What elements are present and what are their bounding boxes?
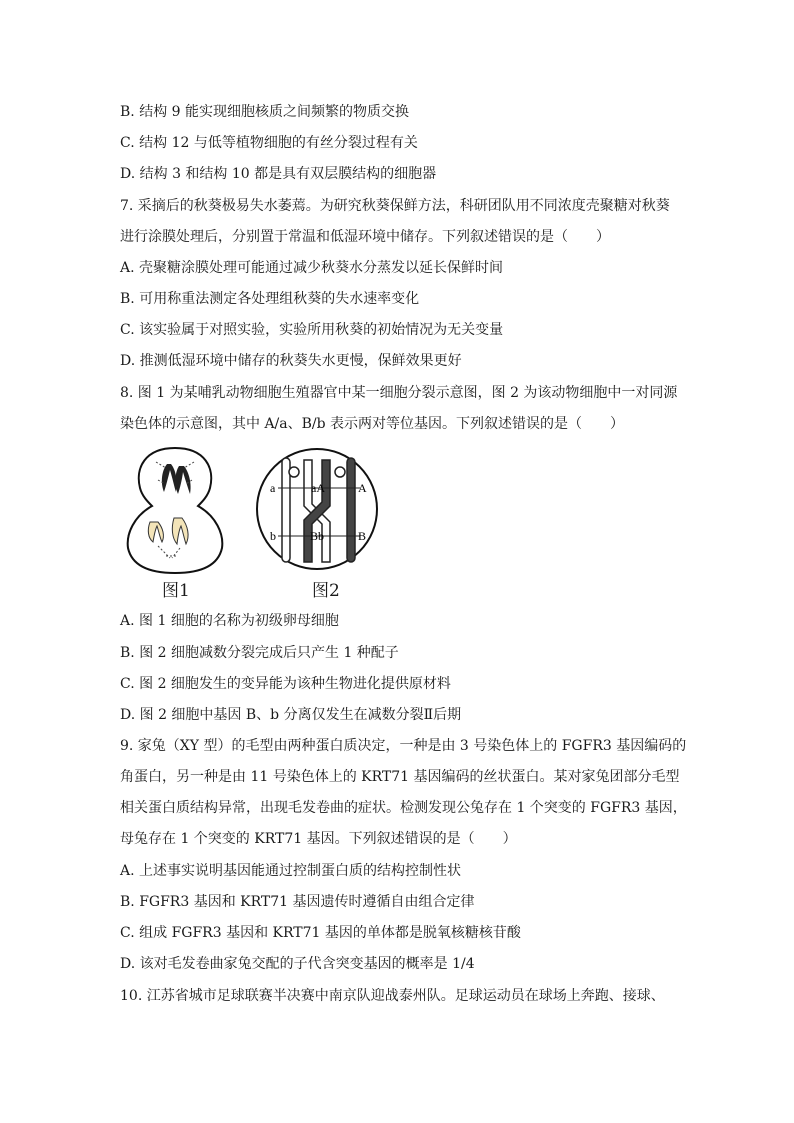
right-chromatid-dark — [347, 458, 355, 562]
q7-stem-line2: 进行涂膜处理后，分别置于常温和低湿环境中储存。下列叙述错误的是（ ） — [120, 229, 610, 245]
dark-chromosomes — [162, 464, 191, 494]
q8-option-c: C. 图 2 细胞发生的变异能为该种生物进化提供原材料 — [120, 676, 451, 692]
q10-stem-line1: 10. 江苏省城市足球联赛半决赛中南京队迎战泰州队。足球运动员在球场上奔跑、接球、 — [120, 988, 665, 1004]
q9-stem-line4: 母兔存在 1 个突变的 KRT71 基因。下列叙述错误的是（ ） — [120, 831, 517, 847]
q9-stem-line3: 相关蛋白质结构异常，出现毛发卷曲的症状。检测发现公兔存在 1 个突变的 FGFR3 基因， — [120, 800, 687, 816]
label-B-right: B — [358, 529, 367, 543]
figure1-cell-division — [120, 440, 230, 575]
q7-option-d: D. 推测低湿环境中储存的秋葵失水更慢，保鲜效果更好 — [120, 353, 462, 369]
spindle-fibers-bottom — [158, 546, 180, 558]
q9-stem-line1: 9. 家兔（XY 型）的毛型由两种蛋白质决定，一种是由 3 号染色体上的 FGFR3 基因编码的 — [120, 738, 687, 754]
q6-option-d: D. 结构 3 和结构 10 都是具有双层膜结构的细胞器 — [120, 166, 437, 182]
figure1-caption: 图1 — [162, 581, 190, 601]
light-chromosomes — [148, 518, 188, 544]
q7-stem-line1: 7. 采摘后的秋葵极易失水萎蔫。为研究秋葵保鲜方法，科研团队用不同浓度壳聚糖对秋葵 — [120, 198, 670, 214]
label-Bb-mid: Bb — [310, 529, 325, 543]
q6-option-b: B. 结构 9 能实现细胞核质之间频繁的物质交换 — [120, 104, 409, 120]
q9-option-d: D. 该对毛发卷曲家兔交配的子代含突变基因的概率是 1/4 — [120, 956, 475, 972]
q7-option-b: B. 可用称重法测定各处理组秋葵的失水速率变化 — [120, 291, 420, 307]
q9-stem-line2: 角蛋白，另一种是由 11 号染色体上的 KRT71 基因编码的丝状蛋白。某对家兔团部分毛型 — [120, 769, 680, 785]
q7-option-c: C. 该实验属于对照实验，实验所用秋葵的初始情况为无关变量 — [120, 322, 504, 338]
q9-option-b: B. FGFR3 基因和 KRT71 基因遗传时遵循自由组合定律 — [120, 894, 475, 910]
q7-option-a: A. 壳聚糖涂膜处理可能通过减少秋葵水分蒸发以延长保鲜时间 — [120, 260, 504, 276]
label-aA-mid: aA — [311, 481, 325, 495]
centromere-right — [335, 467, 345, 477]
label-b-left: b — [270, 529, 276, 543]
q8-stem-line1: 8. 图 1 为某哺乳动物细胞生殖器官中某一细胞分裂示意图，图 2 为该动物细胞中一对同源 — [120, 385, 678, 401]
q9-option-a: A. 上述事实说明基因能通过控制蛋白质的结构控制性状 — [120, 863, 462, 879]
q8-option-a: A. 图 1 细胞的名称为初级卵母细胞 — [120, 613, 339, 629]
label-A-right: A — [358, 481, 367, 495]
q8-option-b: B. 图 2 细胞减数分裂完成后只产生 1 种配子 — [120, 645, 399, 661]
figure2-homologous-chromosomes — [252, 444, 382, 574]
centromere-left — [289, 467, 299, 477]
label-a-left: a — [270, 481, 276, 495]
q6-option-c: C. 结构 12 与低等植物细胞的有丝分裂过程有关 — [120, 135, 418, 151]
q8-option-d: D. 图 2 细胞中基因 B、b 分离仅发生在减数分裂Ⅱ后期 — [120, 707, 462, 723]
q9-option-c: C. 组成 FGFR3 基因和 KRT71 基因的单体都是脱氧核糖核苷酸 — [120, 925, 521, 941]
figure2-caption: 图2 — [312, 581, 340, 601]
q8-stem-line2: 染色体的示意图，其中 A/a、B/b 表示两对等位基因。下列叙述错误的是（ ） — [120, 416, 625, 432]
